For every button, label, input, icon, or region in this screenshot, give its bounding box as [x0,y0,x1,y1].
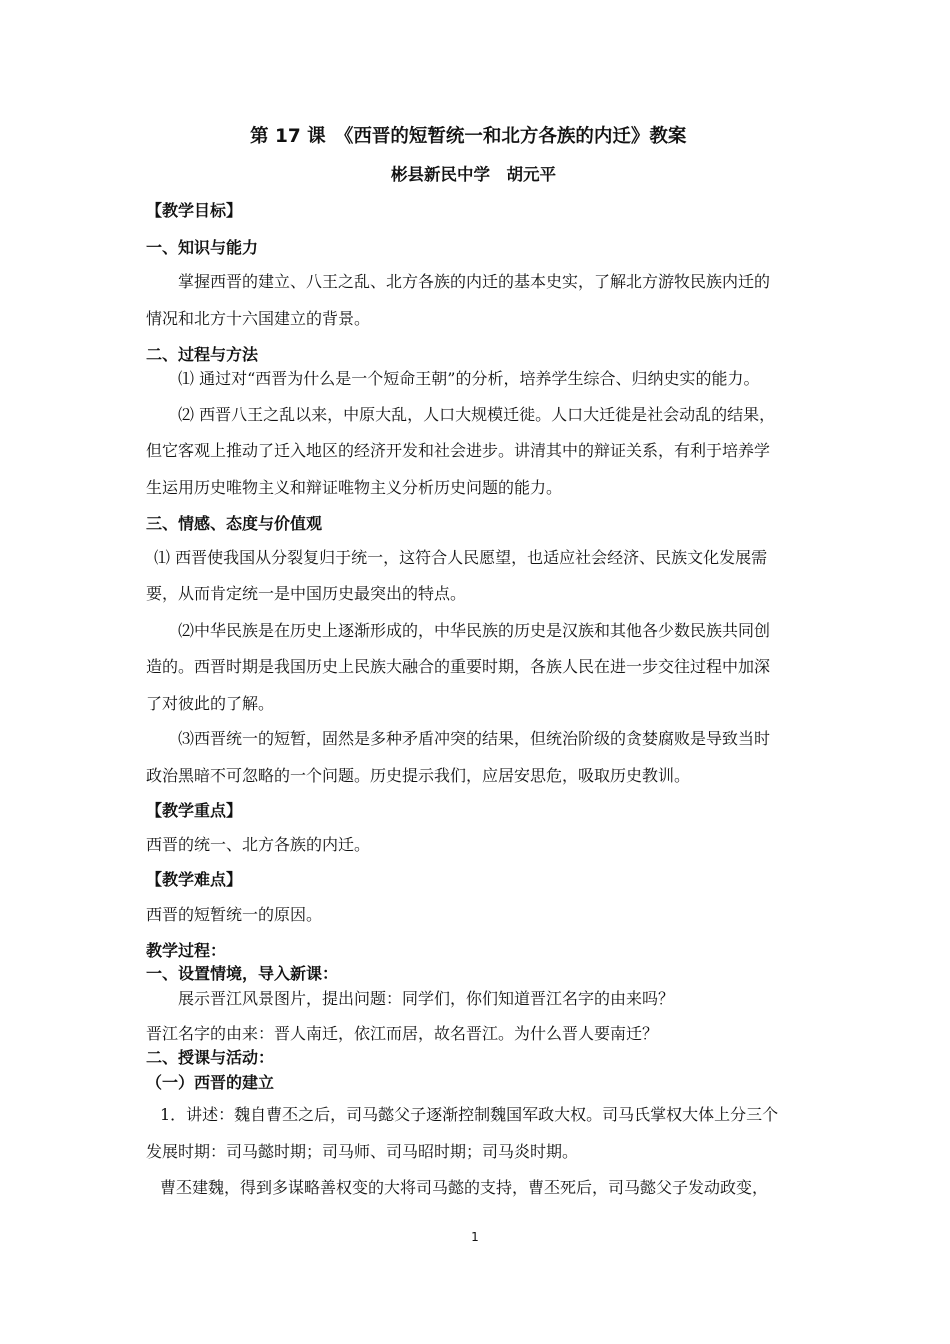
section-1-header: 一、知识与能力 [146,238,259,257]
paragraph-line: ⑴ 西晋使我国从分裂复归于统一，这符合人民愿望，也适应社会经济、民族文化发展需 [154,548,768,567]
difficulty-header: 【教学难点】 [146,870,243,889]
paragraph-line: 晋江名字的由来：晋人南迁，依江而居，故名晋江。为什么晋人要南迁？ [146,1024,659,1043]
paragraph-line: 1．讲述：魏自曹丕之后，司马懿父子逐渐控制魏国军政大权。司马氏掌权大体上分三个 [160,1105,779,1124]
section-3-header: 三、情感、态度与价值观 [146,514,323,533]
paragraph-line: 展示晋江风景图片，提出问题：同学们，你们知道晋江名字的由来吗？ [178,989,675,1008]
paragraph-line: 了对彼此的了解。 [146,694,275,713]
section-2-header: 二、过程与方法 [146,345,259,364]
subsection-header: （一）西晋的建立 [146,1073,275,1092]
page-number: 1 [471,1230,479,1244]
focus-header: 【教学重点】 [146,801,243,820]
process-header: 教学过程： [146,941,227,960]
paragraph-line: 造的。西晋时期是我国历史上民族大融合的重要时期，各族人民在进一步交往过程中加深 [146,657,771,676]
paragraph-line: 发展时期：司马懿时期；司马师、司马昭时期；司马炎时期。 [146,1142,579,1161]
paragraph-line: ⑴ 通过对“西晋为什么是一个短命王朝”的分析，培养学生综合、归纳史实的能力。 [178,369,760,388]
paragraph-line: ⑵ 西晋八王之乱以来，中原大乱，人口大规模迁徙。人口大迁徙是社会动乱的结果， [178,405,776,424]
paragraph-line: ⑵中华民族是在历史上逐渐形成的，中华民族的历史是汉族和其他各少数民族共同创 [178,621,771,640]
paragraph-line: 情况和北方十六国建立的背景。 [146,309,371,328]
difficulty-text: 西晋的短暂统一的原因。 [146,905,323,924]
page-title: 第 17 课 《西晋的短暂统一和北方各族的内迁》教案 [250,126,687,147]
process-step-2-header: 二、授课与活动： [146,1048,275,1067]
focus-text: 西晋的统一、北方各族的内迁。 [146,835,371,854]
goals-header: 【教学目标】 [146,201,243,220]
author-line: 彬县新民中学 胡元平 [391,165,556,184]
paragraph-line: 生运用历史唯物主义和辩证唯物主义分析历史问题的能力。 [146,478,563,497]
paragraph-line: 政治黑暗不可忽略的一个问题。历史提示我们，应居安思危，吸取历史教训。 [146,766,691,785]
paragraph-line: 掌握西晋的建立、八王之乱、北方各族的内迁的基本史实，了解北方游牧民族内迁的 [178,272,771,291]
paragraph-line: 但它客观上推动了迁入地区的经济开发和社会进步。讲清其中的辩证关系，有利于培养学 [146,441,771,460]
paragraph-line: 曹丕建魏，得到多谋略善权变的大将司马懿的支持，曹丕死后，司马懿父子发动政变， [160,1178,769,1197]
paragraph-line: ⑶西晋统一的短暂，固然是多种矛盾冲突的结果，但统治阶级的贪婪腐败是导致当时 [178,729,771,748]
process-step-1-header: 一、设置情境，导入新课： [146,964,339,983]
paragraph-line: 要，从而肯定统一是中国历史最突出的特点。 [146,584,467,603]
